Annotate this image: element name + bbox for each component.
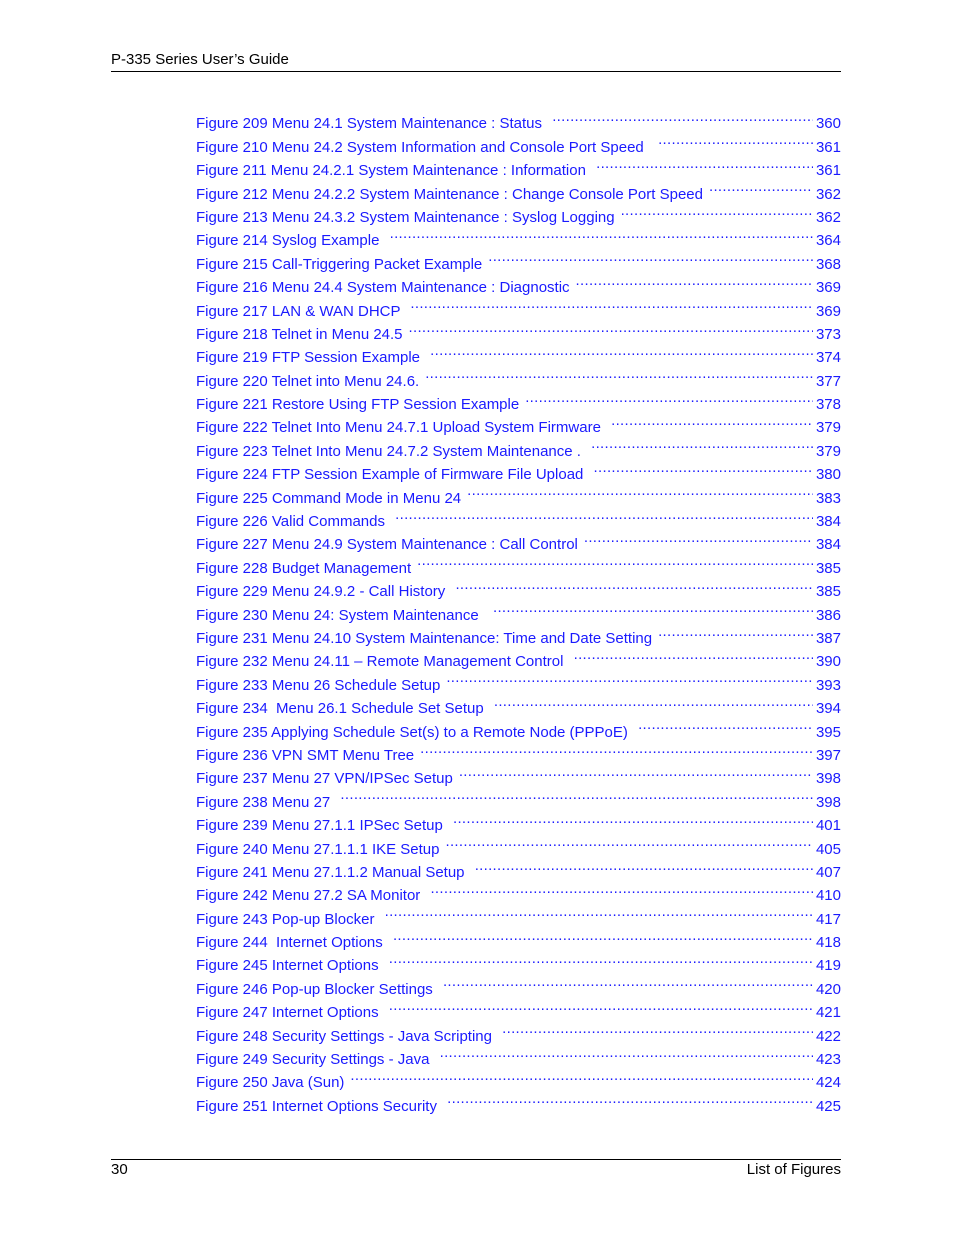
toc-entry-page-number: 394 — [815, 700, 841, 718]
toc-dot-leader — [709, 175, 813, 198]
toc-entry-page-number: 383 — [815, 489, 841, 507]
toc-dot-leader — [440, 1041, 813, 1064]
toc-entry-page-number: 425 — [815, 1097, 841, 1115]
toc-entry-page-number: 405 — [815, 840, 841, 858]
toc-entry-page-number: 424 — [815, 1074, 841, 1092]
toc-entry-page-number: 379 — [815, 419, 841, 437]
toc-entry-page-number: 361 — [815, 162, 841, 180]
toc-dot-leader — [395, 503, 813, 526]
toc-dot-leader — [584, 526, 813, 549]
toc-entry-page-number: 380 — [815, 466, 841, 484]
toc-entry-page-number: 362 — [815, 185, 841, 203]
toc-entry-page-number: 417 — [815, 910, 841, 928]
toc-entry-label: Figure 239 Menu 27.1.1 IPSec Setup — [196, 817, 447, 835]
toc-entry-page-number: 401 — [815, 817, 841, 835]
toc-dot-leader — [389, 994, 813, 1017]
footer-rule — [111, 1159, 841, 1160]
toc-dot-leader — [447, 1087, 813, 1110]
toc-entry-page-number: 364 — [815, 232, 841, 250]
toc-dot-leader — [475, 854, 813, 877]
toc-entry-label: Figure 234 Menu 26.1 Schedule Set Setup — [196, 700, 488, 718]
page-header-title: P-335 Series User’s Guide — [111, 51, 289, 68]
toc-entry-label: Figure 230 Menu 24: System Maintenance — [196, 606, 487, 624]
toc-dot-leader — [494, 690, 813, 713]
toc-dot-leader — [576, 269, 813, 292]
toc-entry-label: Figure 211 Menu 24.2.1 System Maintenance : Information — [196, 162, 591, 180]
toc-entry-label: Figure 227 Menu 24.9 System Maintenance : Call Control — [196, 536, 578, 554]
toc-entry-label: Figure 245 Internet Options — [196, 957, 383, 975]
toc-entry-label: Figure 250 Java (Sun) — [196, 1074, 345, 1092]
toc-entry-page-number: 377 — [815, 372, 841, 390]
toc-dot-leader — [385, 900, 813, 923]
toc-dot-leader — [459, 760, 813, 783]
toc-entry-page-number: 384 — [815, 513, 841, 531]
toc-entry-label: Figure 249 Security Settings - Java — [196, 1051, 434, 1069]
toc-entry-page-number: 422 — [815, 1027, 841, 1045]
toc-entry-label: Figure 216 Menu 24.4 System Maintenance : Diagnostic — [196, 279, 570, 297]
toc-entry-page-number: 385 — [815, 559, 841, 577]
toc-entry-link[interactable] — [196, 105, 841, 133]
toc-entry-label: Figure 233 Menu 26 Schedule Setup — [196, 676, 441, 694]
toc-entry-label: Figure 226 Valid Commands — [196, 513, 390, 531]
toc-entry-page-number: 407 — [815, 863, 841, 881]
toc-entry-label: Figure 251 Internet Options Security — [196, 1097, 442, 1115]
toc-entry-page-number: 423 — [815, 1051, 841, 1069]
toc-entry-page-number: 378 — [815, 396, 841, 414]
toc-entry-label: Figure 225 Command Mode in Menu 24 — [196, 489, 462, 507]
toc-dot-leader — [638, 713, 813, 736]
toc-entry-page-number: 361 — [815, 138, 841, 156]
toc-entry-page-number: 373 — [815, 325, 841, 343]
toc-entry-label: Figure 220 Telnet into Menu 24.6. — [196, 372, 420, 390]
toc-entry-page-number: 374 — [815, 349, 841, 367]
toc-entry-label: Figure 229 Menu 24.9.2 - Call History — [196, 583, 450, 601]
toc-entry-label: Figure 241 Menu 27.1.1.2 Manual Setup — [196, 863, 469, 881]
toc-entry-label: Figure 246 Pop-up Blocker Settings — [196, 980, 437, 998]
toc-entry-label: Figure 217 LAN & WAN DHCP — [196, 302, 405, 320]
toc-entry-label: Figure 235 Applying Schedule Set(s) to a Remote Node (PPPoE) — [196, 723, 633, 741]
toc-entry-page-number: 390 — [815, 653, 841, 671]
toc-entry-label: Figure 244 Internet Options — [196, 934, 387, 952]
toc-dot-leader — [611, 409, 813, 432]
toc-entry-label: Figure 236 VPN SMT Menu Tree — [196, 746, 415, 764]
toc-entry-page-number: 379 — [815, 442, 841, 460]
toc-entry-label: Figure 242 Menu 27.2 SA Monitor — [196, 887, 425, 905]
toc-dot-leader — [525, 386, 813, 409]
toc-entry-page-number: 398 — [815, 793, 841, 811]
toc-dot-leader — [417, 549, 813, 572]
toc-entry-label: Figure 247 Internet Options — [196, 1004, 383, 1022]
toc-dot-leader — [446, 830, 813, 853]
toc-entry-label: Figure 228 Budget Management — [196, 559, 412, 577]
header-rule — [111, 71, 841, 72]
toc-dot-leader — [409, 316, 813, 339]
toc-dot-leader — [658, 620, 813, 643]
toc-entry-label: Figure 213 Menu 24.3.2 System Maintenance : Syslog Logging — [196, 208, 615, 226]
toc-dot-leader — [596, 152, 813, 175]
toc-dot-leader — [488, 245, 813, 268]
toc-entry-page-number: 369 — [815, 279, 841, 297]
toc-entry-page-number: 398 — [815, 770, 841, 788]
toc-entry-page-number: 419 — [815, 957, 841, 975]
toc-entry-label: Figure 219 FTP Session Example — [196, 349, 425, 367]
toc-entry-label: Figure 238 Menu 27 — [196, 793, 335, 811]
footer-page-number: 30 — [111, 1161, 128, 1178]
toc-dot-leader — [390, 222, 813, 245]
toc-dot-leader — [393, 924, 813, 947]
toc-entry-label: Figure 248 Security Settings - Java Scripting — [196, 1027, 497, 1045]
toc-dot-leader — [420, 737, 813, 760]
toc-entry-label: Figure 214 Syslog Example — [196, 232, 384, 250]
toc-dot-leader — [350, 1064, 813, 1087]
toc-entry-label: Figure 240 Menu 27.1.1.1 IKE Setup — [196, 840, 440, 858]
toc-entry-label: Figure 210 Menu 24.2 System Information and Console Port Speed — [196, 138, 653, 156]
toc-dot-leader — [574, 643, 813, 666]
toc-entry-label: Figure 218 Telnet in Menu 24.5 — [196, 325, 403, 343]
toc-entry-label: Figure 215 Call-Triggering Packet Example — [196, 255, 483, 273]
toc-dot-leader — [430, 877, 813, 900]
toc-entry-page-number: 384 — [815, 536, 841, 554]
toc-entry-page-number: 360 — [815, 115, 841, 133]
toc-dot-leader — [455, 573, 813, 596]
toc-entry-page-number: 387 — [815, 629, 841, 647]
toc-dot-leader — [552, 105, 813, 128]
toc-dot-leader — [621, 199, 813, 222]
toc-entry-page-number: 418 — [815, 934, 841, 952]
toc-dot-leader — [502, 1017, 813, 1040]
toc-entry-label: Figure 232 Menu 24.11 – Remote Management Control — [196, 653, 568, 671]
toc-dot-leader — [453, 807, 813, 830]
toc-entry-page-number: 385 — [815, 583, 841, 601]
toc-entry-label: Figure 212 Menu 24.2.2 System Maintenance : Change Console Port Speed — [196, 185, 703, 203]
toc-entry-label: Figure 224 FTP Session Example of Firmware File Upload — [196, 466, 588, 484]
toc-dot-leader — [591, 432, 813, 455]
toc-entry-page-number: 386 — [815, 606, 841, 624]
toc-dot-leader — [446, 666, 813, 689]
toc-dot-leader — [467, 479, 813, 502]
toc-entry-label: Figure 209 Menu 24.1 System Maintenance : Status — [196, 115, 547, 133]
toc-entry-label: Figure 223 Telnet Into Menu 24.7.2 System Maintenance . — [196, 442, 586, 460]
toc-entry-page-number: 410 — [815, 887, 841, 905]
toc-dot-leader — [493, 596, 813, 619]
toc-entry-page-number: 368 — [815, 255, 841, 273]
list-of-figures — [196, 105, 841, 1115]
toc-entry-label: Figure 243 Pop-up Blocker — [196, 910, 379, 928]
toc-dot-leader — [340, 783, 813, 806]
toc-dot-leader — [430, 339, 813, 362]
toc-entry-page-number: 393 — [815, 676, 841, 694]
toc-entry-label: Figure 231 Menu 24.10 System Maintenance: Time and Date Setting — [196, 629, 653, 647]
toc-dot-leader — [443, 970, 813, 993]
toc-dot-leader — [389, 947, 813, 970]
toc-dot-leader — [410, 292, 813, 315]
toc-entry-page-number: 420 — [815, 980, 841, 998]
toc-entry-label: Figure 237 Menu 27 VPN/IPSec Setup — [196, 770, 453, 788]
toc-entry-page-number: 369 — [815, 302, 841, 320]
toc-dot-leader — [594, 456, 813, 479]
toc-entry-page-number: 421 — [815, 1004, 841, 1022]
toc-dot-leader — [425, 362, 813, 385]
toc-entry-page-number: 395 — [815, 723, 841, 741]
toc-dot-leader — [658, 128, 813, 151]
footer-section-title: List of Figures — [746, 1161, 841, 1178]
toc-entry-label: Figure 222 Telnet Into Menu 24.7.1 Upload System Firmware — [196, 419, 606, 437]
toc-entry-page-number: 397 — [815, 746, 841, 764]
toc-entry-page-number: 362 — [815, 208, 841, 226]
toc-entry-label: Figure 221 Restore Using FTP Session Example — [196, 396, 520, 414]
